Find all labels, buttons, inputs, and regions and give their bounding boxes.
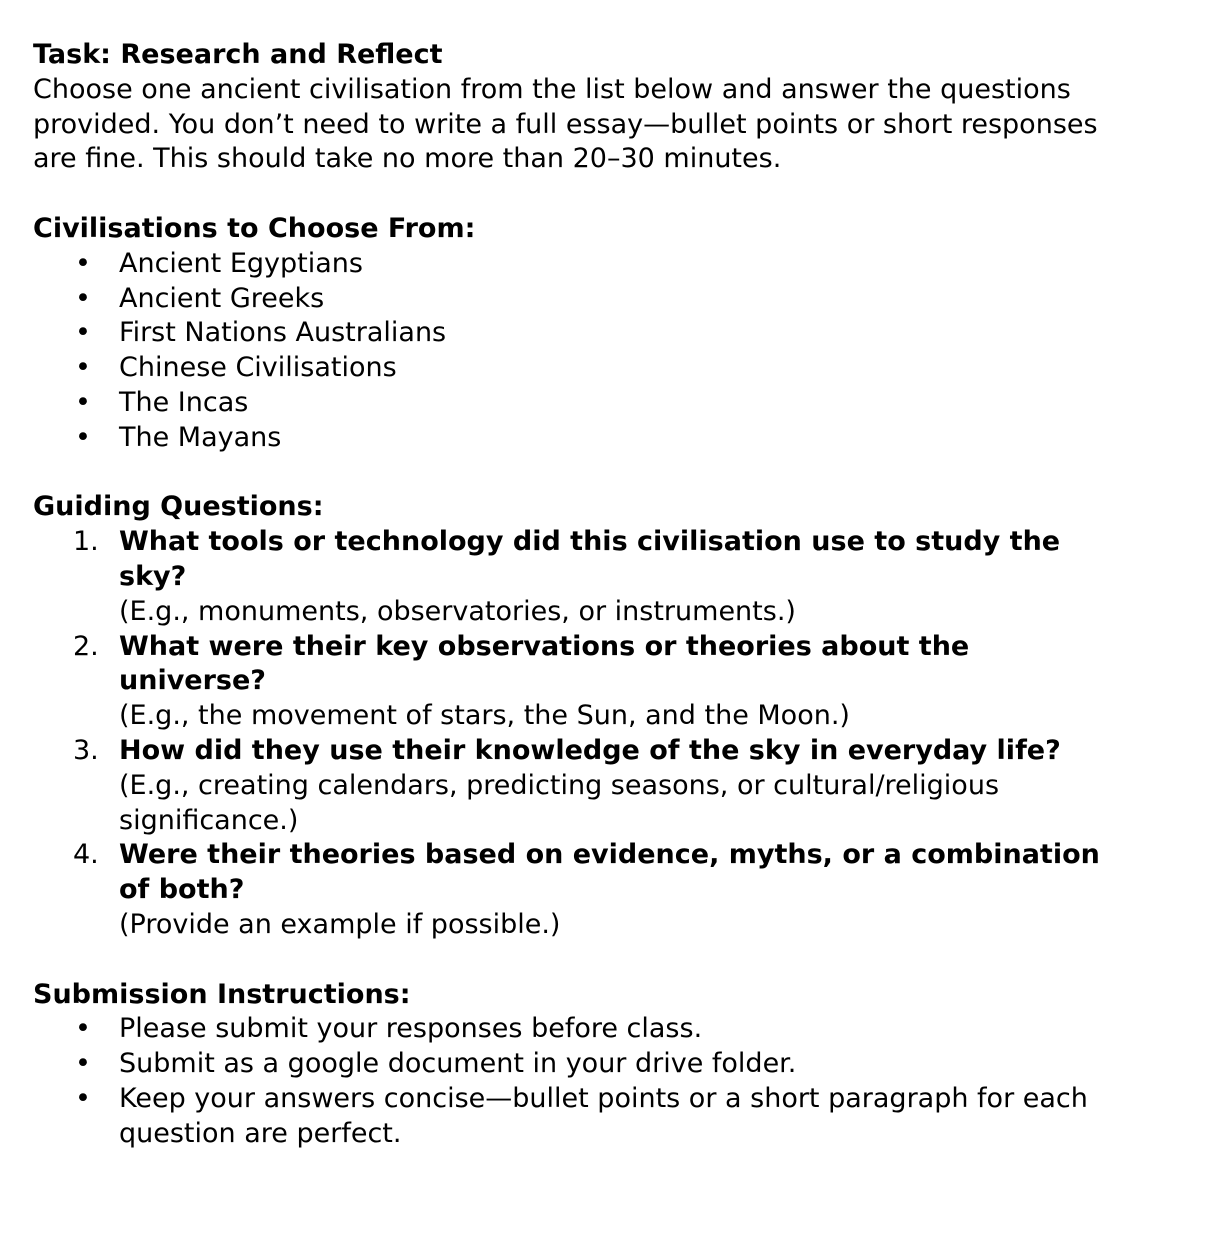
civilisation-name: The Incas: [119, 386, 249, 418]
question-number: 1.: [73, 526, 99, 558]
list-item: [33, 1047, 1119, 1082]
bullet-icon: •: [75, 317, 91, 349]
bullet-icon: •: [75, 1013, 91, 1045]
question-text: How did they use their knowledge of the sky in everyday life?: [119, 734, 1061, 766]
bullet-icon: •: [75, 1048, 91, 1080]
civilisations-list: [33, 247, 1183, 456]
question-item: [33, 630, 1119, 734]
instruction-text: Submit as a google document in your drive folder.: [119, 1048, 797, 1080]
instruction-text: Keep your answers concise—bullet points or a short paragraph for each question are perfect.: [119, 1082, 1088, 1149]
question-hint: (E.g., creating calendars, predicting seasons, or cultural/religious significance.): [119, 769, 1000, 836]
civilisation-name: First Nations Australians: [119, 317, 447, 349]
spacer: [33, 456, 1183, 491]
submission-heading: Submission Instructions:: [33, 978, 411, 1010]
bullet-icon: •: [75, 421, 91, 453]
bullet-icon: •: [75, 247, 91, 279]
question-number: 4.: [73, 839, 99, 871]
bullet-icon: •: [75, 282, 91, 314]
list-item: [33, 386, 1119, 421]
question-text: Were their theories based on evidence, myths, or a combination of both?: [119, 839, 1100, 906]
list-item: [33, 282, 1119, 317]
submission-list: [33, 1012, 1183, 1151]
question-hint: (E.g., monuments, observatories, or instruments.): [119, 595, 796, 627]
list-item: [33, 1082, 1119, 1152]
task-intro: Choose one ancient civilisation from the list below and answer the questions provided. You don’t need to write a full essay—bullet points or short responses are fine. This should take no more than 20–30 minutes.: [33, 73, 1098, 175]
guiding-questions-heading: Guiding Questions:: [33, 491, 324, 523]
civilisations-heading: Civilisations to Choose From:: [33, 212, 476, 244]
question-number: 3.: [73, 734, 99, 766]
question-item: [33, 734, 1119, 838]
bullet-icon: •: [75, 386, 91, 418]
list-item: [33, 351, 1119, 386]
spacer: [33, 177, 1183, 212]
spacer: [33, 943, 1183, 978]
civilisation-name: Ancient Greeks: [119, 282, 325, 314]
question-hint: (Provide an example if possible.): [119, 908, 561, 940]
question-item: [33, 838, 1119, 942]
list-item: [33, 421, 1119, 456]
list-item: [33, 247, 1119, 282]
civilisation-name: The Mayans: [119, 421, 282, 453]
list-item: [33, 1012, 1119, 1047]
civilisation-name: Ancient Egyptians: [119, 247, 363, 279]
question-item: [33, 525, 1119, 629]
question-hint: (E.g., the movement of stars, the Sun, and the Moon.): [119, 700, 850, 732]
task-heading: Task: Research and Reflect: [33, 39, 443, 70]
question-number: 2.: [73, 630, 99, 662]
question-text: What were their key observations or theories about the universe?: [119, 630, 970, 697]
question-text: What tools or technology did this civilisation use to study the sky?: [119, 526, 1061, 592]
instruction-text: Please submit your responses before class.: [119, 1013, 703, 1045]
civilisation-name: Chinese Civilisations: [119, 352, 397, 384]
bullet-icon: •: [75, 1082, 91, 1114]
bullet-icon: •: [75, 352, 91, 384]
guiding-questions-list: [33, 525, 1183, 943]
list-item: [33, 316, 1119, 351]
